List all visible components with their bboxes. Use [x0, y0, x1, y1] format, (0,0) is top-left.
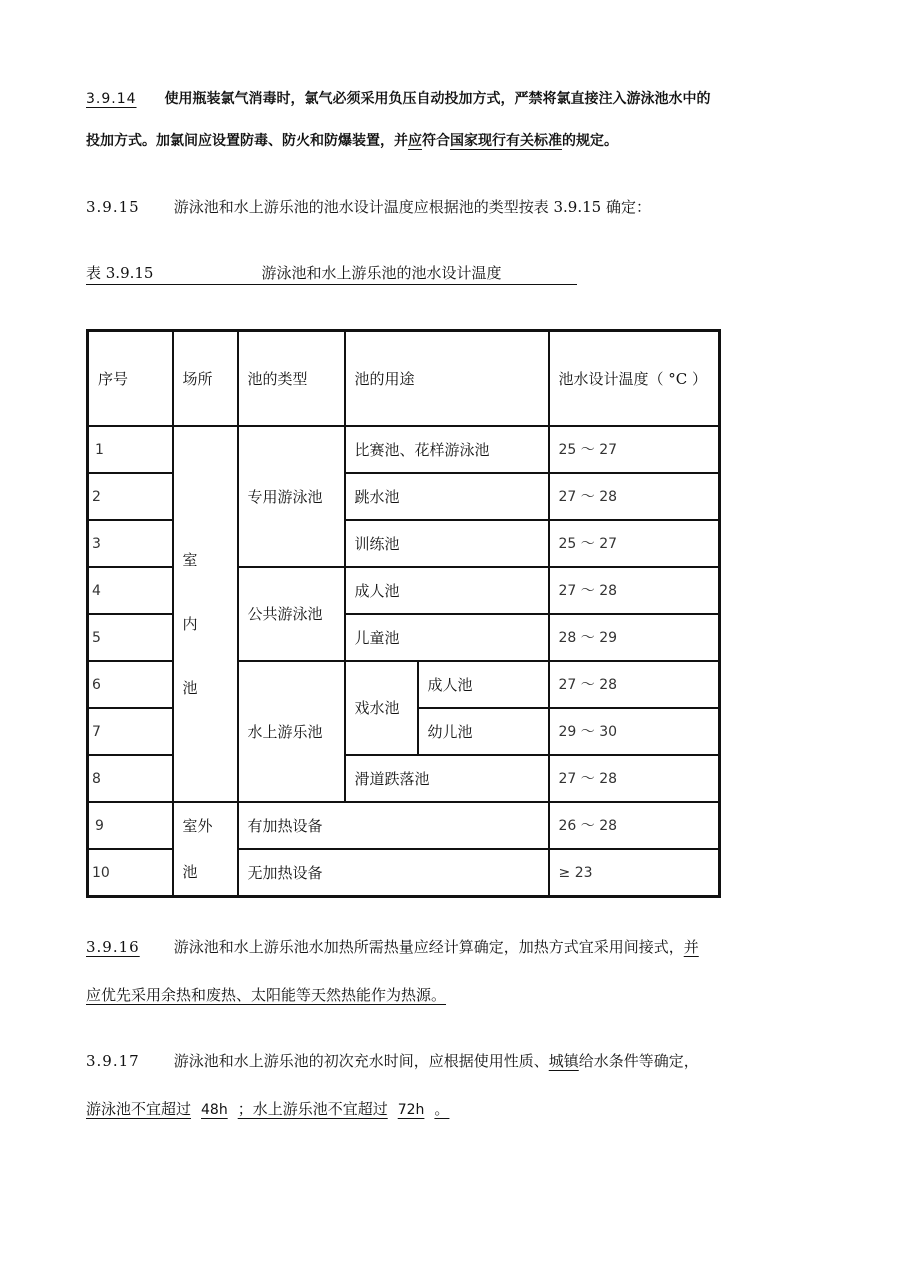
- cell-use: 训练池: [345, 520, 549, 567]
- header-temp: 池水设计温度（ °C ）: [549, 331, 720, 427]
- cell-use: 成人池: [418, 661, 549, 708]
- cell-temp: 26 ～ 28: [549, 802, 720, 849]
- section-text: 游泳池和水上游乐池的初次充水时间，应根据使用性质、: [173, 1052, 549, 1070]
- header-seq: 序号: [88, 331, 173, 427]
- header-place: 场所: [173, 331, 238, 427]
- cell-temp: 27 ～ 28: [549, 755, 720, 802]
- cell-use: 滑道跌落池: [345, 755, 549, 802]
- cell-temp: 25 ～ 27: [549, 426, 720, 473]
- cell-use: 成人池: [345, 567, 549, 614]
- table-caption: [86, 264, 502, 282]
- table-caption-number: 表 3.9.15: [86, 264, 154, 282]
- section-text: 游泳池不宜超过: [86, 1100, 192, 1118]
- cell-use: 有加热设备: [238, 802, 549, 849]
- section-number: 3.9.17: [86, 1052, 140, 1070]
- cell-place-indoor: [173, 426, 238, 802]
- section-number: 3.9.16: [86, 938, 140, 956]
- cell-use: 无加热设备: [238, 849, 549, 897]
- cell-type-competition: 专用游泳池: [238, 426, 345, 567]
- section-text: 。: [434, 1100, 450, 1118]
- cell-type-water-park: 水上游乐池: [238, 661, 345, 802]
- cell-temp: 27 ～ 28: [549, 473, 720, 520]
- section-text-underlined: 并: [683, 938, 699, 956]
- cell-seq: 2: [88, 473, 173, 520]
- section-3-9-14-line2: [86, 132, 618, 150]
- cell-use: 比赛池、花样游泳池: [345, 426, 549, 473]
- section-text: ；水上游乐池不宜超过: [237, 1100, 388, 1118]
- section-3-9-17-line1: [86, 1052, 699, 1070]
- section-text: 给水条件等确定，: [578, 1052, 699, 1070]
- cell-temp: 29 ～ 30: [549, 708, 720, 755]
- limit-value: 48h: [201, 1102, 228, 1118]
- cell-seq: 9: [88, 802, 173, 849]
- cell-temp: ≥ 23: [549, 849, 720, 897]
- section-3-9-15: [86, 198, 651, 216]
- section-number: 3.9.15: [86, 198, 140, 216]
- caption-underline: [86, 284, 577, 285]
- table-caption-title: 游泳池和水上游乐池的池水设计温度: [261, 264, 502, 282]
- cell-seq: 3: [88, 520, 173, 567]
- section-3-9-16-line1: [86, 938, 699, 956]
- table-row: [88, 802, 720, 849]
- section-text-underlined: 应: [408, 133, 422, 149]
- place-char: 室外: [182, 817, 213, 835]
- place-char: 内: [182, 615, 198, 633]
- section-number: 3.9.14: [86, 91, 137, 107]
- place-char: 池: [182, 863, 198, 881]
- section-3-9-16-line2: 应优先采用余热和废热、太阳能等天然热能作为热源。: [86, 986, 447, 1004]
- section-text: 投加方式。加氯间应设置防毒、防火和防爆装置，并: [86, 133, 408, 149]
- cell-temp: 27 ～ 28: [549, 567, 720, 614]
- cell-use-play: 戏水池: [345, 661, 418, 755]
- cell-temp: 25 ～ 27: [549, 520, 720, 567]
- cell-use: 跳水池: [345, 473, 549, 520]
- section-text: 符合: [422, 133, 450, 149]
- cell-temp: 28 ～ 29: [549, 614, 720, 661]
- section-text: 使用瓶装氯气消毒时，氯气必须采用负压自动投加方式，严禁将氯直接注入游泳池水中的: [164, 91, 711, 107]
- section-text-underlined: 国家现行有关标准: [450, 133, 562, 149]
- limit-value: 72h: [397, 1102, 425, 1118]
- cell-place-outdoor: [173, 802, 238, 897]
- section-text-underlined: 城镇: [548, 1052, 579, 1070]
- cell-seq: 8: [88, 755, 173, 802]
- header-type: 池的类型: [238, 331, 345, 427]
- section-text: 游泳池和水上游乐池水加热所需热量应经计算确定，加热方式宜采用间接式，: [173, 938, 684, 956]
- section-3-9-17-line2: [86, 1100, 449, 1119]
- section-3-9-14-line1: [86, 90, 711, 108]
- cell-seq: 6: [88, 661, 173, 708]
- table-header-row: [88, 331, 720, 427]
- pool-temperature-table: [86, 329, 721, 898]
- cell-use: 幼儿池: [418, 708, 549, 755]
- cell-seq: 10: [88, 849, 173, 897]
- cell-type-public: 公共游泳池: [238, 567, 345, 661]
- cell-seq: 4: [88, 567, 173, 614]
- section-text: 游泳池和水上游乐池的池水设计温度应根据池的类型按表 3.9.15 确定：: [173, 198, 651, 216]
- place-char: 池: [182, 679, 198, 697]
- section-text: 的规定。: [562, 133, 618, 149]
- place-char: 室: [182, 551, 198, 569]
- cell-seq: 1: [88, 426, 173, 473]
- cell-temp: 27 ～ 28: [549, 661, 720, 708]
- table-row: [88, 426, 720, 473]
- cell-seq: 5: [88, 614, 173, 661]
- header-use: 池的用途: [345, 331, 549, 427]
- cell-seq: 7: [88, 708, 173, 755]
- cell-use: 儿童池: [345, 614, 549, 661]
